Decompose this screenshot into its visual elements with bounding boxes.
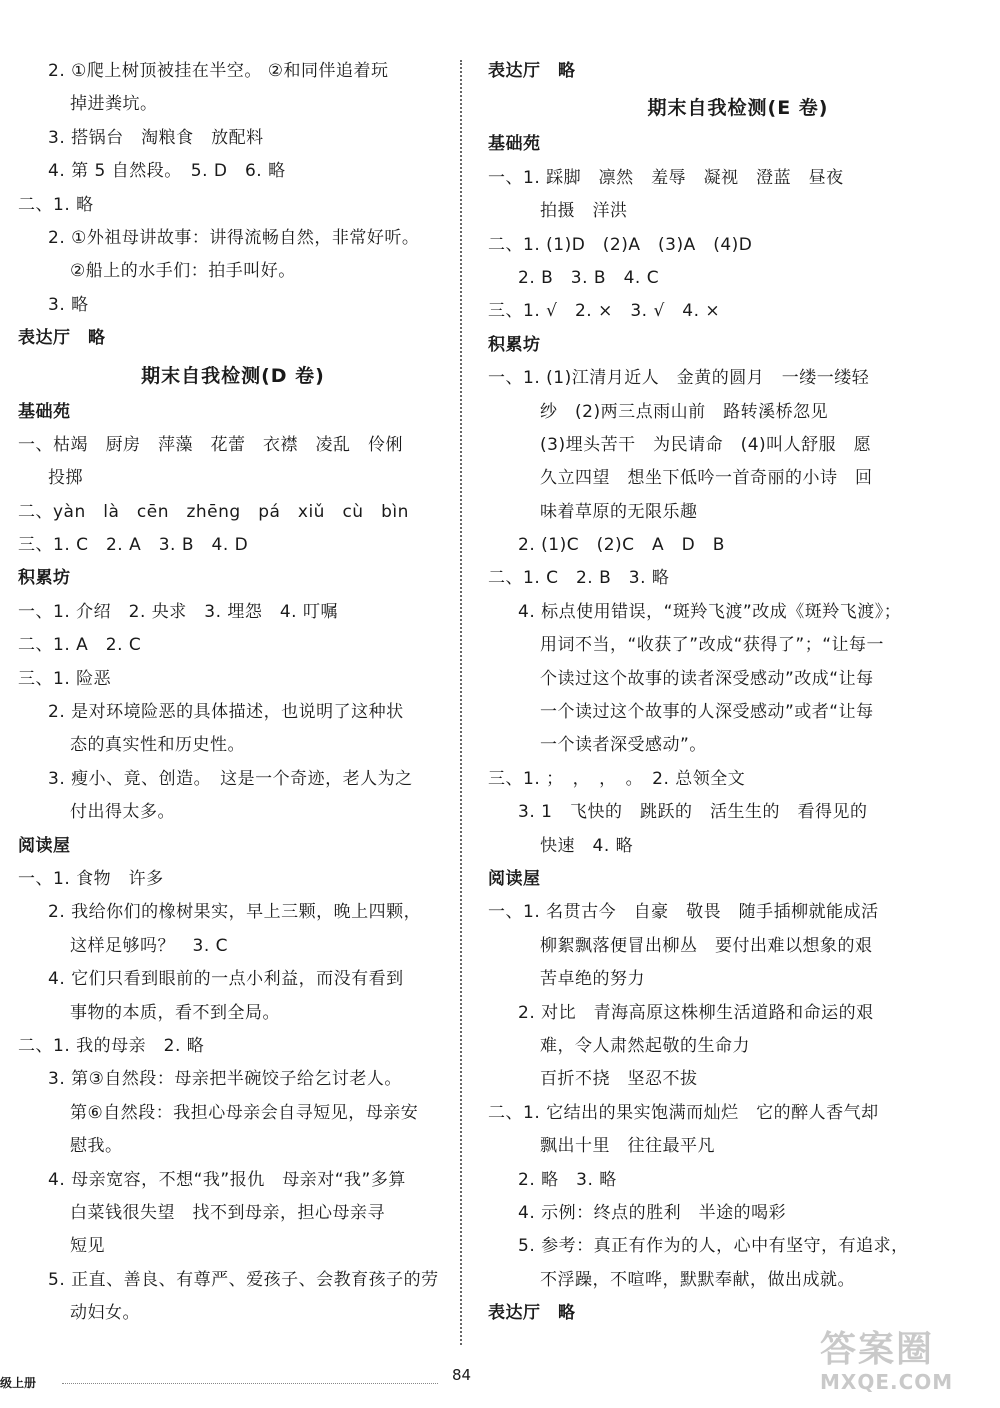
answer-line: 2. 我给你们的橡树果实，早上三颗，晚上四颗，: [48, 902, 422, 923]
section-heading: 积累坊: [488, 334, 541, 355]
answer-line: 3. 搭锅台 淘粮食 放配料: [48, 127, 264, 148]
answer-line: 2. ①外祖母讲故事：讲得流畅自然，非常好听。: [48, 227, 420, 248]
answer-line: 苦卓绝的努力: [540, 969, 645, 990]
answer-line: 白菜钱很失望 找不到母亲，担心母亲寻: [70, 1202, 385, 1223]
section-heading: 积累坊: [18, 568, 71, 589]
footer-dotted-rule: [62, 1383, 438, 1384]
left-column: [18, 55, 448, 1330]
answer-line: 快速 4. 略: [540, 835, 634, 856]
answer-line: 2. 略 3. 略: [518, 1169, 617, 1190]
section-heading: 表达厅 略: [488, 61, 576, 81]
answer-line: 4. 第 5 自然段。 5. D 6. 略: [48, 161, 286, 182]
answer-line: 投掷: [48, 468, 83, 489]
section-heading: 阅读屋: [18, 835, 71, 856]
answer-line: 拍摄 洋洪: [540, 201, 628, 222]
answer-line: 5. 正直、善良、有尊严、爱孩子、会教育孩子的劳: [48, 1269, 439, 1290]
answer-line: 3. 略: [48, 294, 89, 315]
answer-line: 一、1. 名贯古今 自豪 敬畏 随手插柳就能成活: [488, 902, 879, 923]
answer-line: 三、1. ； ， ， 。 2. 总领全文: [488, 768, 746, 789]
answer-line: 2. 对比 青海高原这株柳生活道路和命运的艰: [518, 1002, 874, 1023]
answer-line: 4. 标点使用错误，“斑羚飞渡”改成《斑羚飞渡》；: [518, 601, 902, 622]
answer-line: 一、1. 食物 许多: [18, 868, 164, 889]
watermark-logo: [820, 1330, 992, 1402]
answer-line: 一个读者深受感动”。: [540, 735, 707, 756]
answer-line: 动妇女。: [70, 1303, 140, 1324]
section-heading: 表达厅 略: [18, 328, 106, 349]
answer-line: 二、1. 我的母亲 2. 略: [18, 1035, 205, 1056]
section-heading: 基础苑: [18, 401, 71, 422]
answer-line: 3. 瘦小、竟、创造。 这是一个奇迹，老人为之: [48, 768, 413, 789]
answer-line: 第⑥自然段：我担心母亲会自寻短见，母亲安: [70, 1102, 419, 1123]
answer-line: 一、枯竭 厨房 萍藻 花蕾 衣襟 凌乱 伶俐: [18, 434, 403, 455]
section-title: 期末自我检测(D 卷): [141, 364, 325, 387]
answer-line: 态的真实性和历史性。: [70, 735, 245, 756]
answer-line: 事物的本质，看不到全局。: [70, 1002, 280, 1023]
answer-line: 2. (1)C (2)C A D B: [518, 535, 725, 556]
answer-line: 二、1. A 2. C: [18, 635, 142, 656]
answer-line: 2. ①爬上树顶被挂在半空。 ②和同伴追着玩: [48, 61, 389, 81]
answer-line: 掉进粪坑。: [70, 94, 158, 115]
answer-line: 3. 1 飞快的 跳跃的 活生生的 看得见的: [518, 802, 868, 823]
watermark-bottom-text: MXQE.COM: [820, 1370, 954, 1394]
answer-line: 4. 示例：终点的胜利 半途的喝彩: [518, 1202, 787, 1223]
answer-line: 2. B 3. B 4. C: [518, 267, 660, 288]
answer-line: 短见: [70, 1236, 105, 1257]
answer-line: 纱 (2)两三点雨山前 路转溪桥忽见: [540, 401, 829, 422]
answer-line: 慰我。: [70, 1136, 123, 1157]
watermark-top-text: 答案圈: [820, 1329, 935, 1370]
answer-line: 用词不当，“收获了”改成“获得了”；“让每一: [540, 635, 885, 656]
answer-line: 味着草原的无限乐趣: [540, 501, 698, 522]
answer-line: 4. 它们只看到眼前的一点小利益，而没有看到: [48, 969, 404, 990]
answer-line: 2. 是对环境险恶的具体描述，也说明了这种状: [48, 702, 404, 723]
answer-line: ②船上的水手们：拍手叫好。: [70, 261, 296, 282]
answer-line: 3. 第③自然段：母亲把半碗饺子给乞讨老人。: [48, 1069, 402, 1090]
answer-line: 久立四望 想坐下低吟一首奇丽的小诗 回: [540, 468, 873, 489]
section-title: 期末自我检测(E 卷): [647, 97, 829, 120]
footer-grade-label: 级上册: [0, 1376, 37, 1390]
answer-line: (3)埋头苦干 为民请命 (4)叫人舒服 愿: [540, 434, 872, 455]
answer-line: 二、1. (1)D (2)A (3)A (4)D: [488, 234, 753, 255]
answer-line: 这样足够吗？ 3. C: [70, 935, 228, 956]
answer-line: 4. 母亲宽容，不想“我”报仇 母亲对“我”多算: [48, 1169, 406, 1190]
answer-line: 5. 参考：真正有作为的人，心中有坚守，有追求，: [518, 1236, 909, 1257]
answer-line: 一个读过这个故事的人深受感动”或者“让每: [540, 702, 874, 723]
answer-line: 二、1. 略: [18, 194, 94, 215]
answer-line: 个读过这个故事的读者深受感动”改成“让每: [540, 668, 874, 689]
section-heading: 表达厅 略: [488, 1303, 576, 1324]
answer-line: 二、1. 它结出的果实饱满而灿烂 它的醉人香气却: [488, 1102, 879, 1123]
answer-line: 二、1. C 2. B 3. 略: [488, 568, 670, 589]
answer-line: 三、1. 险恶: [18, 668, 112, 689]
answer-line: 不浮躁，不喧哗，默默奉献，做出成就。: [540, 1269, 855, 1290]
column-divider: [460, 60, 462, 1345]
answer-line: 难，令人肃然起敬的生命力: [540, 1035, 750, 1056]
section-heading: 阅读屋: [488, 868, 541, 889]
page-number: 84: [452, 1366, 472, 1384]
answer-line: 一、1. (1)江清月近人 金黄的圆月 一缕一缕轻: [488, 368, 870, 389]
answer-line: 一、1. 踩脚 凛然 羞辱 凝视 澄蓝 昼夜: [488, 167, 844, 188]
answer-line: 付出得太多。: [70, 802, 175, 823]
answer-line: 柳絮飘落便冒出柳丛 要付出难以想象的艰: [540, 935, 873, 956]
answer-line: 三、1. C 2. A 3. B 4. D: [18, 535, 249, 556]
answer-line: 飘出十里 往往最平凡: [540, 1136, 715, 1157]
answer-line: 百折不挠 坚忍不拔: [540, 1069, 698, 1090]
section-heading: 基础苑: [488, 134, 541, 155]
answer-line: 一、1. 介绍 2. 央求 3. 埋怨 4. 叮嘱: [18, 601, 338, 622]
answer-line: 二、yàn là cēn zhēng pá xiǔ cù bìn: [18, 501, 409, 522]
right-column: [488, 55, 988, 1330]
answer-line: 三、1. √ 2. × 3. √ 4. ×: [488, 301, 721, 322]
